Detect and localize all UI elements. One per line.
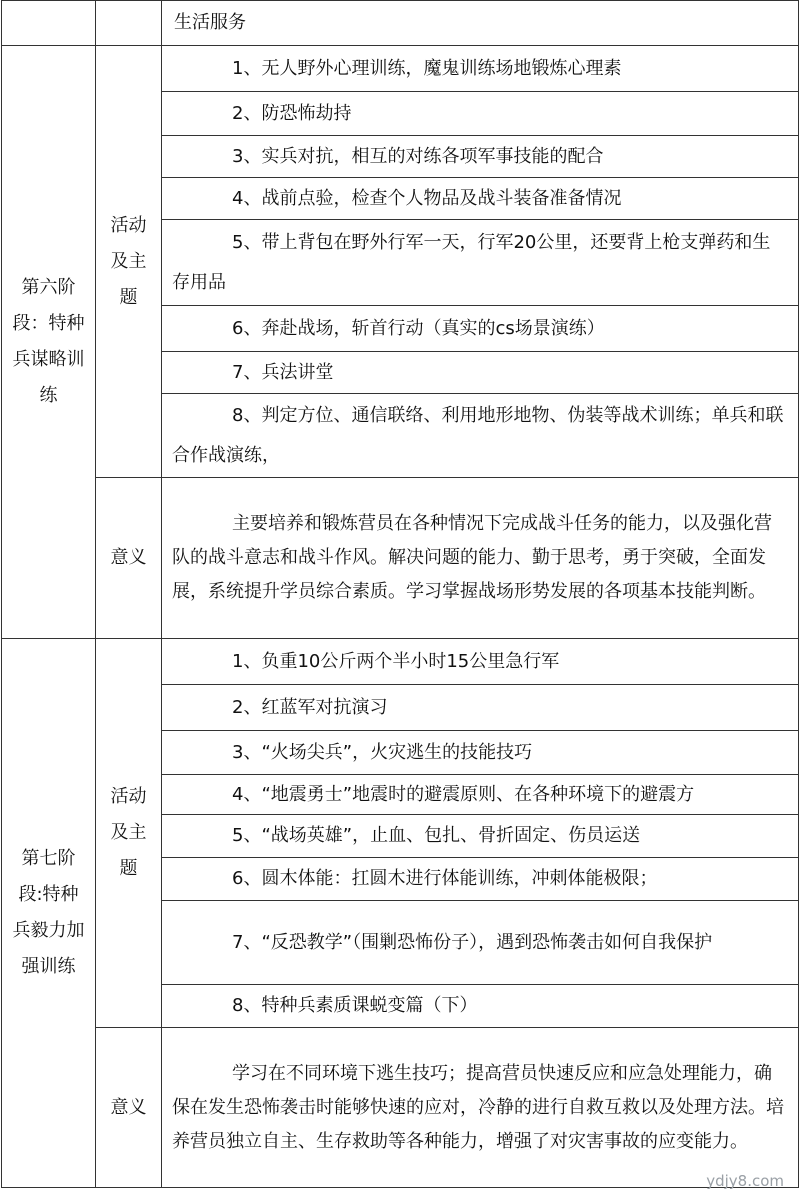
stage7-item-7: 7、“反恐教学”（围剿恐怖份子），遇到恐怖袭击如何自我保护 — [232, 931, 713, 953]
stage6-item-4: 4、战前点验，检查个人物品及战斗装备准备情况 — [232, 187, 622, 209]
activity-item — [162, 394, 799, 478]
activity-item — [162, 306, 799, 352]
activity-item — [162, 46, 799, 92]
activity-item — [162, 858, 799, 901]
table-row — [2, 478, 799, 639]
activity-item — [162, 731, 799, 775]
category-cell-empty — [96, 1, 162, 46]
top-row-text: 生活服务 — [174, 12, 246, 33]
stage7-item-3: 3、“火场尖兵”，火灾逃生的技能技巧 — [232, 741, 533, 763]
stage7-item-4: 4、“地震勇士”地震时的避震原则、在各种环境下的避震方 — [232, 783, 695, 805]
stage6-title: 第六阶段：特种兵谋略训练 — [12, 277, 85, 406]
activity-item — [162, 685, 799, 731]
activity-item — [162, 985, 799, 1028]
stage7-meaning-label: 意义 — [110, 1096, 147, 1118]
stage6-item-5: 5、带上背包在野外行军一天，行军20公里，还要背上枪支弹药和生存用品 — [172, 231, 771, 293]
stage6-item-7: 7、兵法讲堂 — [232, 361, 334, 383]
activity-item — [162, 1, 799, 46]
table-row — [2, 46, 799, 92]
stage7-item-5: 5、“战场英雄”，止血、包扎、骨折固定、伤员运送 — [232, 825, 641, 846]
stage6-activity-label: 活动及主题 — [110, 214, 147, 308]
stage-title-cell — [2, 639, 96, 1188]
activity-item — [162, 136, 799, 178]
table-row — [2, 1, 799, 46]
activity-item — [162, 775, 799, 815]
activity-item — [162, 352, 799, 394]
category-cell — [96, 639, 162, 1028]
stage7-meaning-text: 学习在不同环境下逃生技巧；提高营员快速反应和应急处理能力，确保在发生恐怖袭击时能够快速的应对，冷静的进行自救互救以及处理方法。培养营员独立自主、生存救助等各种能力，增强了对灾害事故的应变能力。 — [172, 1062, 784, 1152]
stage6-item-6: 6、奔赴战场，斩首行动（真实的cs场景演练） — [232, 317, 605, 339]
stage7-activity-label: 活动及主题 — [110, 786, 147, 879]
table-row — [2, 639, 799, 685]
stage-cell-empty — [2, 1, 96, 46]
stage7-item-1: 1、负重10公斤两个半小时15公里急行军 — [232, 650, 560, 672]
training-schedule-table — [1, 0, 799, 1188]
activity-item — [162, 639, 799, 685]
activity-item — [162, 178, 799, 220]
stage6-item-2: 2、防恐怖劫持 — [232, 102, 352, 124]
stage6-item-1: 1、无人野外心理训练，魔鬼训练场地锻炼心理素 — [232, 57, 622, 79]
category-cell — [96, 478, 162, 639]
stage6-item-8: 8、判定方位、通信联络、利用地形地物、伪装等战术训练；单兵和联合作战演练， — [172, 404, 784, 466]
stage6-meaning-text: 主要培养和锻炼营员在各种情况下完成战斗任务的能力，以及强化营队的战斗意志和战斗作风。解决问题的能力、勤于思考，勇于突破，全面发展，系统提升学员综合素质。学习掌握战场形势发展的各项基本技能判断。 — [172, 513, 772, 602]
meaning-cell — [162, 478, 799, 639]
stage-title-cell — [2, 46, 96, 639]
table-row — [2, 1028, 799, 1188]
stage6-item-3: 3、实兵对抗，相互的对练各项军事技能的配合 — [232, 145, 604, 167]
stage7-item-2: 2、红蓝军对抗演习 — [232, 696, 388, 718]
stage7-item-8: 8、特种兵素质课蜕变篇（下） — [232, 995, 478, 1016]
activity-item — [162, 92, 799, 136]
stage7-item-6: 6、圆木体能：扛圆木进行体能训练，冲刺体能极限； — [232, 868, 658, 889]
activity-item — [162, 220, 799, 306]
activity-item — [162, 901, 799, 985]
stage7-title: 第七阶段:特种兵毅力加强训练 — [12, 848, 85, 977]
category-cell — [96, 46, 162, 478]
category-cell — [96, 1028, 162, 1188]
stage6-meaning-label: 意义 — [110, 547, 147, 568]
activity-item — [162, 815, 799, 858]
meaning-cell — [162, 1028, 799, 1188]
watermark: ydjy8.com — [706, 1172, 784, 1190]
